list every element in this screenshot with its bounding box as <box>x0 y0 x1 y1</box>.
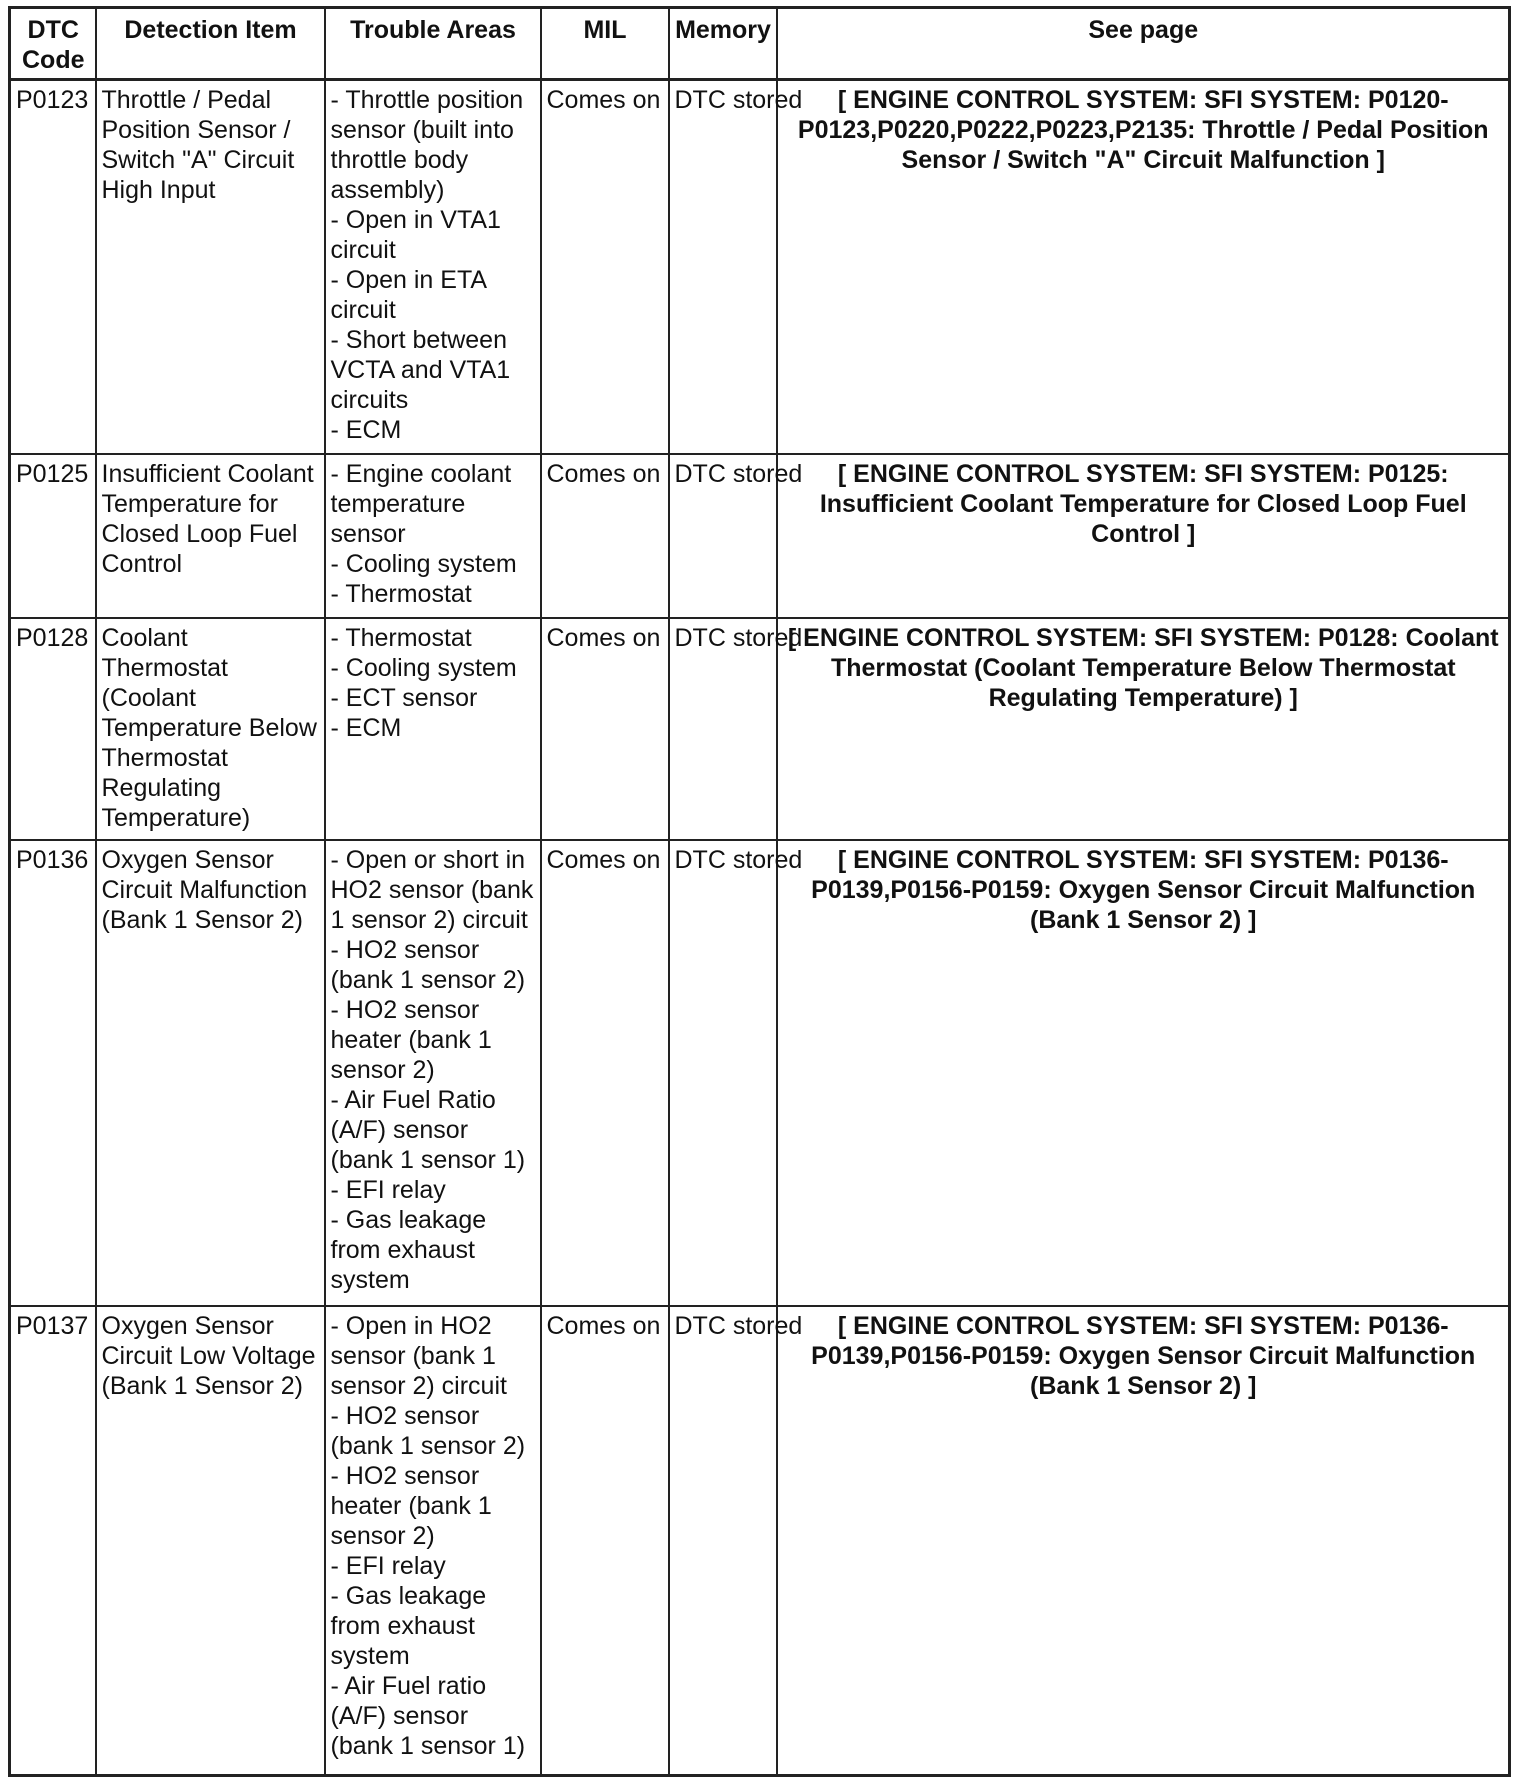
detection-item-cell: Insufficient Coolant Temperature for Closed Loop Fuel Control <box>96 454 325 618</box>
table-body <box>10 80 1510 1776</box>
detection-item-cell: Throttle / Pedal Position Sensor / Switch "A" Circuit High Input <box>96 80 325 454</box>
mil-cell: Comes on <box>541 618 669 840</box>
trouble-area-item: - Open in VTA1 circuit <box>330 206 501 264</box>
table-row <box>10 80 1510 454</box>
header-mil: MIL <box>541 8 669 80</box>
trouble-area-item: - Gas leakage from exhaust system <box>330 1205 487 1294</box>
trouble-area-item: - HO2 sensor heater (bank 1 sensor 2) <box>330 1461 492 1550</box>
trouble-area-item: - Open in ETA circuit <box>330 266 486 324</box>
memory-cell: DTC stored <box>669 618 777 840</box>
trouble-area-item: - HO2 sensor (bank 1 sensor 2) <box>330 935 526 994</box>
header-see-page: See page <box>777 8 1510 80</box>
trouble-area-item: - Throttle position sensor (built into throttle body assembly) <box>330 86 524 204</box>
see-page-cell: [ ENGINE CONTROL SYSTEM: SFI SYSTEM: P0125: Insufficient Coolant Temperature for Closed Loop Fuel Control ] <box>777 454 1510 618</box>
trouble-area-item: - EFI relay <box>330 1175 446 1204</box>
trouble-area-item: - Open or short in HO2 sensor (bank 1 sensor 2) circuit <box>330 845 534 934</box>
table-row <box>10 618 1510 840</box>
header-dtc-code: DTC Code <box>10 8 96 80</box>
detection-item-cell: Oxygen Sensor Circuit Low Voltage (Bank 1 Sensor 2) <box>96 1306 325 1776</box>
header-detection-item: Detection Item <box>96 8 325 80</box>
mil-cell: Comes on <box>541 840 669 1306</box>
header-trouble-areas: Trouble Areas <box>325 8 541 80</box>
trouble-area-item: - Thermostat <box>330 579 472 608</box>
detection-item-cell: Oxygen Sensor Circuit Malfunction (Bank 1 Sensor 2) <box>96 840 325 1306</box>
trouble-area-item: - Air Fuel Ratio (A/F) sensor (bank 1 sensor 1) <box>330 1085 526 1174</box>
trouble-area-item: - Air Fuel ratio (A/F) sensor (bank 1 sensor 1) <box>330 1671 526 1760</box>
detection-item-cell: Coolant Thermostat (Coolant Temperature Below Thermostat Regulating Temperature) <box>96 618 325 840</box>
memory-cell: DTC stored <box>669 80 777 454</box>
trouble-area-item: - Thermostat <box>330 623 472 652</box>
dtc-table <box>8 6 1511 1777</box>
dtc-code-cell: P0125 <box>10 454 96 618</box>
memory-cell: DTC stored <box>669 840 777 1306</box>
header-memory: Memory <box>669 8 777 80</box>
see-page-cell: [ ENGINE CONTROL SYSTEM: SFI SYSTEM: P0128: Coolant Thermostat (Coolant Temperature Below Thermostat Regulating Temperature) ] <box>777 618 1510 840</box>
see-page-cell: [ ENGINE CONTROL SYSTEM: SFI SYSTEM: P0120-P0123,P0220,P0222,P0223,P2135: Throttle / Pedal Position Sensor / Switch "A" Circuit Malfunction ] <box>777 80 1510 454</box>
mil-cell: Comes on <box>541 1306 669 1776</box>
dtc-code-cell: P0123 <box>10 80 96 454</box>
see-page-cell: [ ENGINE CONTROL SYSTEM: SFI SYSTEM: P0136-P0139,P0156-P0159: Oxygen Sensor Circuit Malfunction (Bank 1 Sensor 2) ] <box>777 1306 1510 1776</box>
dtc-code-cell: P0128 <box>10 618 96 840</box>
table-header <box>10 8 1510 80</box>
dtc-code-cell: P0136 <box>10 840 96 1306</box>
see-page-cell: [ ENGINE CONTROL SYSTEM: SFI SYSTEM: P0136-P0139,P0156-P0159: Oxygen Sensor Circuit Malfunction (Bank 1 Sensor 2) ] <box>777 840 1510 1306</box>
trouble-area-item: - ECT sensor <box>330 683 478 712</box>
trouble-area-item: - Cooling system <box>330 653 517 682</box>
header-row <box>10 8 1510 80</box>
trouble-area-item: - HO2 sensor heater (bank 1 sensor 2) <box>330 995 492 1084</box>
mil-cell: Comes on <box>541 454 669 618</box>
trouble-area-item: - ECM <box>330 416 402 444</box>
trouble-areas-cell <box>325 1306 541 1776</box>
trouble-areas-cell <box>325 618 541 840</box>
trouble-area-item: - Open in HO2 sensor (bank 1 sensor 2) circuit <box>330 1311 507 1400</box>
table-row <box>10 454 1510 618</box>
trouble-area-item: - Engine coolant temperature sensor <box>330 459 512 548</box>
trouble-area-item: - Short between VCTA and VTA1 circuits <box>330 326 511 414</box>
trouble-area-item: - Gas leakage from exhaust system <box>330 1581 487 1670</box>
trouble-areas-cell <box>325 80 541 454</box>
trouble-area-item: - ECM <box>330 713 402 742</box>
memory-cell: DTC stored <box>669 454 777 618</box>
table-row <box>10 1306 1510 1776</box>
memory-cell: DTC stored <box>669 1306 777 1776</box>
trouble-area-item: - HO2 sensor (bank 1 sensor 2) <box>330 1401 526 1460</box>
trouble-areas-cell <box>325 454 541 618</box>
mil-cell: Comes on <box>541 80 669 454</box>
trouble-area-item: - Cooling system <box>330 549 517 578</box>
trouble-areas-cell <box>325 840 541 1306</box>
dtc-code-cell: P0137 <box>10 1306 96 1776</box>
trouble-area-item: - EFI relay <box>330 1551 446 1580</box>
table-row <box>10 840 1510 1306</box>
